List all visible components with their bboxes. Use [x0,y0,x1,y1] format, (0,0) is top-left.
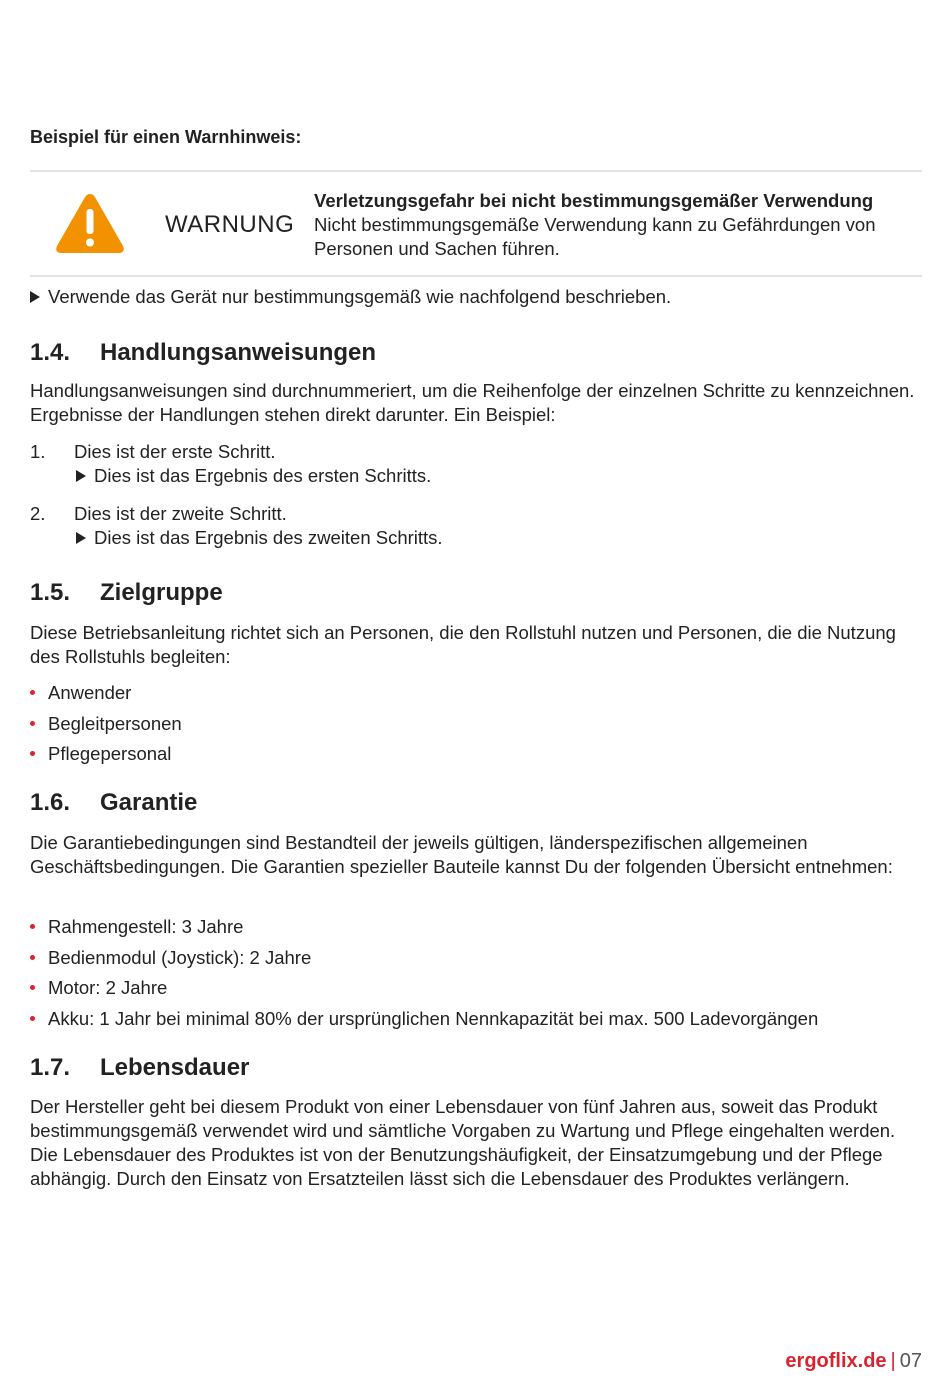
warning-text [314,189,914,261]
section-title-garantie: 1.6. Garantie [30,789,198,816]
list-item: Rahmengestell: 3 Jahre [30,915,243,939]
bullet-dot-icon [30,1016,35,1021]
list-item: Bedienmodul (Joystick): 2 Jahre [30,946,311,970]
section-text-lebensdauer: Der Hersteller geht bei diesem Produkt von einer Lebensdauer von fünf Jahren aus, soweit das Produkt bestimmungsgemäß verwendet wird und sämtliche Vorgaben zu Wartung und Pflege eingehalten werden. Die Lebensdauer des Produktes ist von der Benutzungshäufigkeit, der Einsatzumgebung und der Pflege abhängig. Durch den Einsatz von Ersatzteilen lässt sich die Lebensdauer des Produktes verlängern. [30,1096,896,1189]
list-item: Motor: 2 Jahre [30,976,167,1000]
list-item: Anwender [30,681,131,705]
arrow-right-icon [76,532,86,544]
page-footer [785,1350,922,1373]
brand-link[interactable]: ergoflix.de [785,1350,887,1372]
step-1-result: Dies ist das Ergebnis des ersten Schritts. [76,464,431,488]
warning-action: Verwende das Gerät nur bestimmungsgemäß wie nachfolgend beschrieben. [30,285,671,309]
section-title-zielgruppe: 1.5. Zielgruppe [30,579,223,606]
bullet-dot-icon [30,955,35,960]
section-title-lebensdauer: 1.7. Lebensdauer [30,1054,250,1081]
section-title-handlungsanweisungen: 1.4. Handlungsanweisungen [30,339,377,366]
warning-signal-word: WARNUNG [165,211,295,238]
section-text-handlungsanweisungen: Handlungsanweisungen sind durchnummeriert, um die Reihenfolge der einzelnen Schritte zu kennzeichnen. Ergebnisse der Handlungen stehen direkt darunter. Ein Beispiel: [30,380,915,425]
section-text-garantie: Die Garantiebedingungen sind Bestandteil der jeweils gültigen, länderspezifischen allgemeinen Geschäftsbedingungen. Die Garantien spezieller Bauteile kannst Du der folgenden Übersicht entnehmen: [30,832,893,877]
warning-box [30,170,922,277]
arrow-right-icon [30,291,40,303]
manual-page [30,0,922,1383]
step-2-result: Dies ist das Ergebnis des zweiten Schritts. [76,526,443,550]
step-1: 1. Dies ist der erste Schritt. [30,441,276,462]
list-item: Pflegepersonal [30,742,171,766]
warning-body: Nicht bestimmungsgemäße Verwendung kann zu Gefährdungen von Personen und Sachen führen. [314,214,876,259]
step-2: 2. Dies ist der zweite Schritt. [30,503,287,524]
list-item: Begleitpersonen [30,712,182,736]
bullet-dot-icon [30,924,35,929]
example-heading: Beispiel für einen Warnhinweis: [30,127,302,147]
section-text-zielgruppe: Diese Betriebsanleitung richtet sich an Personen, die den Rollstuhl nutzen und Personen, die die Nutzung des Rollstuhls begleiten: [30,622,896,667]
page-number: 07 [899,1350,922,1372]
list-item: Akku: 1 Jahr bei minimal 80% der ursprünglichen Nennkapazität bei max. 500 Ladevorgängen [30,1007,818,1031]
bullet-dot-icon [30,985,35,990]
warning-triangle-icon [54,191,126,255]
bullet-dot-icon [30,721,35,726]
bullet-dot-icon [30,751,35,756]
bullet-dot-icon [30,690,35,695]
warning-title: Verletzungsgefahr bei nicht bestimmungsgemäßer Verwendung [314,190,874,211]
footer-separator: | [890,1350,896,1372]
arrow-right-icon [76,470,86,482]
